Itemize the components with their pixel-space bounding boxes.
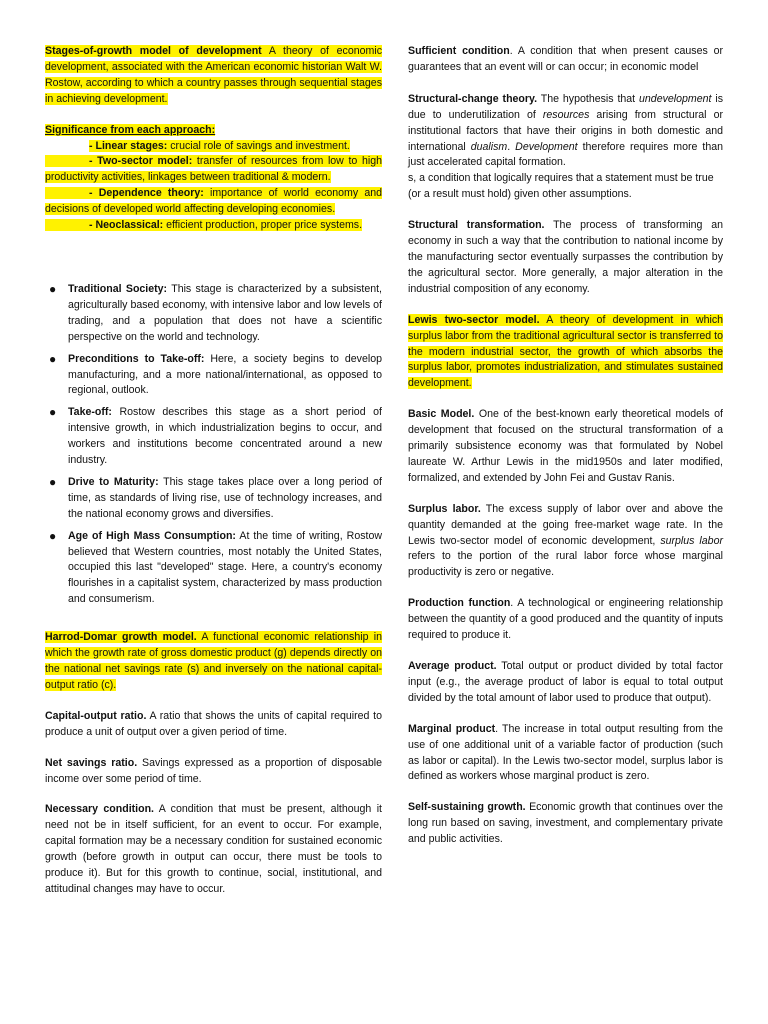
list-item: [45, 405, 382, 469]
marginal-product-def: . The increase in total output resulting from the use of one additional unit of a variable factor of production (such as labor or capital). In the Lewis two-sector model, surplus labor is defined as workers whose marginal product is zero.: [408, 722, 723, 783]
basic-model-def: One of the best-known early theoretical models of development that focused on the structural transformation of a primarily subsistence economy was that formulated by Nobel laureate W. Arthur Lewis in the mid1950s and later modified, formalized, and extended by John Fei and Gustav Ranis.: [408, 408, 723, 484]
surplus-labor-entry: [408, 502, 723, 582]
bullet-icon: ●: [49, 405, 57, 420]
surplus-labor-emphasis: surplus labor: [660, 534, 723, 547]
sig-dependence-def: importance of world economy and decisions of developed world affecting developing economies.: [45, 187, 382, 216]
production-function-def: . A technological or engineering relationship between the quantity of a good produced and the quantity of inputs required to produce it.: [408, 597, 723, 642]
sig-dependence-term: - Dependence theory:: [89, 187, 204, 200]
bullet-icon: ●: [49, 528, 57, 543]
list-item: [45, 475, 382, 523]
stage-term: Preconditions to Take-off:: [68, 352, 205, 365]
sig-neoclassical-def: efficient production, proper price systems.: [163, 219, 363, 232]
surplus-labor-text: The excess supply of labor over and above the quantity demanded at the going free-market wage rate. In the Lewis two-sector model of economic development,: [408, 502, 723, 547]
list-item: [45, 282, 382, 346]
structural-transformation-entry: [408, 218, 723, 298]
list-item: [45, 352, 382, 400]
stage-term: Age of High Mass Consumption:: [68, 529, 236, 542]
surplus-labor-term: Surplus labor.: [408, 502, 481, 515]
stage-def: Here, a society begins to develop manufacturing, and a more national/international, as opposed to regional, outlook.: [68, 352, 382, 397]
necessary-condition-entry: [45, 802, 382, 897]
stage-term: Drive to Maturity:: [68, 475, 159, 488]
harrod-domar-term: Harrod-Domar growth model.: [45, 631, 197, 644]
structural-change-term: Structural-change theory.: [408, 92, 538, 105]
significance-block: [45, 123, 382, 234]
self-sustaining-growth-entry: [408, 800, 723, 848]
sufficient-condition-term: Sufficient condition: [408, 45, 510, 57]
net-savings-entry: [45, 756, 382, 788]
bullet-icon: ●: [49, 281, 57, 296]
structural-change-text: therefore requires more than just accelerated capital formation.: [408, 140, 723, 169]
capital-output-entry: [45, 709, 382, 741]
marginal-product-term: Marginal product: [408, 722, 496, 735]
structural-change-text: .: [507, 140, 516, 153]
sig-twosector-term: - Two-sector model:: [89, 155, 193, 168]
significance-heading: Significance from each approach:: [45, 123, 216, 136]
necessary-condition-def: A condition that must be present, although it need not be in itself sufficient, for an event to occur. For example, capital formation may be a necessary condition for sustained economic growth (before growth in output can occur, there must be tools to produce it). But for this growth to continue, social, institutional, and attitudinal changes may have to occur.: [45, 803, 382, 895]
structural-change-emphasis: Development: [515, 140, 578, 153]
stages-of-growth-def: A theory of economic development, associated with the American economic historian Walt W. Rostow, according to which a country passes through sequential stages in achieving development.: [45, 45, 382, 105]
lewis-model-def: A theory of development in which surplus labor from the traditional agricultural sector is transferred to the modern industrial sector, the growth of which absorbs the surplus labor, promotes industrialization, and stimulates sustained development.: [408, 313, 724, 390]
lewis-model-term: Lewis two-sector model.: [408, 313, 540, 326]
bullet-icon: ●: [49, 351, 57, 366]
average-product-entry: [408, 659, 723, 707]
sig-neoclassical-term: - Neoclassical:: [89, 219, 164, 232]
self-sustaining-growth-def: Economic growth that continues over the long run based on saving, investment, and complementary private and public activities.: [408, 801, 724, 846]
capital-output-def: A ratio that shows the units of capital required to produce a unit of output over a given period of time.: [45, 709, 382, 738]
sufficient-condition-def: . A condition that when present causes or guarantees that an event will or can occur; in economic model: [408, 45, 723, 73]
average-product-term: Average product.: [408, 660, 497, 672]
stage-def: Rostow describes this stage as a short period of intensive growth, in which industrialization begins to occur, and workers and institutions become concentrated around a new industry.: [68, 406, 382, 467]
rostow-stages-list: [45, 282, 382, 608]
stage-term: Take-off:: [68, 406, 112, 419]
capital-output-term: Capital-output ratio.: [45, 709, 147, 722]
structural-change-emphasis: undevelopment: [639, 92, 712, 105]
structural-change-text: is due to underutilization of: [408, 92, 724, 121]
sig-linear-def: crucial role of savings and investment.: [167, 139, 350, 152]
stages-of-growth-term: Stages-of-growth model of development: [45, 45, 262, 57]
stage-def: This stage takes place over a long period of time, as standards of living rise, use of technology increases, and the national economy grows and diversifies.: [68, 475, 382, 520]
basic-model-entry: [408, 407, 723, 487]
average-product-def: Total output or product divided by total factor input (e.g., the average product of labor is equal to total output divided by the total amount of labor used to produce that output).: [408, 660, 724, 704]
lewis-model-entry: [408, 313, 723, 393]
structural-transformation-term: Structural transformation.: [408, 219, 545, 232]
bullet-icon: ●: [49, 474, 57, 489]
net-savings-def: Savings expressed as a proportion of disposable income over some period of time.: [45, 756, 382, 785]
structural-change-entry: [408, 92, 723, 172]
structural-change-text: The hypothesis that: [537, 92, 640, 105]
net-savings-term: Net savings ratio.: [45, 756, 138, 769]
sig-linear-term: - Linear stages:: [89, 139, 168, 152]
structural-change-extra: s, a condition that logically requires that a statement must be true (or a result must hold) given other assumptions.: [408, 172, 714, 201]
structural-change-emphasis: resources: [542, 108, 590, 121]
structural-change-text: arising from structural or institutional factors that have their origins in both domestic and international: [408, 108, 723, 153]
harrod-domar-def: A functional economic relationship in which the growth rate of gross domestic product (g) depends directly on the national net savings rate (s) and inversely on the national capital-output ratio (c).: [45, 631, 382, 691]
structural-transformation-def: The process of transforming an economy in such a way that the contribution to national income by the manufacturing sector eventually surpasses the contribution by the agricultural sector. More generally, a major alteration in the industrial composition of any economy.: [408, 219, 723, 295]
stage-def: This stage is characterized by a subsistent, agriculturally based economy, with intensive labor and low levels of trading, and a population that does not have a scientific perspective on the world and technology.: [68, 282, 382, 343]
stage-def: At the time of writing, Rostow believed that Western countries, most notably the United States, occupied this last "developed" stage. Here, a country's economy flourishes in a capitalist system, characterized by mass production and consumerism.: [68, 529, 382, 606]
structural-change-emphasis: dualism: [470, 140, 508, 153]
necessary-condition-term: Necessary condition.: [45, 803, 155, 816]
surplus-labor-text: refers to the portion of the rural labor force whose marginal productivity is zero or negative.: [408, 550, 723, 579]
basic-model-term: Basic Model.: [408, 408, 475, 421]
production-function-entry: [408, 596, 723, 644]
production-function-term: Production function: [408, 597, 511, 610]
list-item: [45, 529, 382, 609]
stages-of-growth-entry: [45, 44, 382, 108]
harrod-domar-entry: [45, 630, 382, 694]
stage-term: Traditional Society:: [68, 282, 168, 295]
marginal-product-entry: [408, 722, 723, 786]
self-sustaining-growth-term: Self-sustaining growth.: [408, 801, 526, 814]
sufficient-condition-entry: [408, 44, 723, 76]
right-column: [408, 44, 723, 863]
sig-twosector-def: transfer of resources from low to high productivity activities, linkages between traditional & modern.: [45, 155, 382, 184]
left-column: [45, 44, 382, 913]
